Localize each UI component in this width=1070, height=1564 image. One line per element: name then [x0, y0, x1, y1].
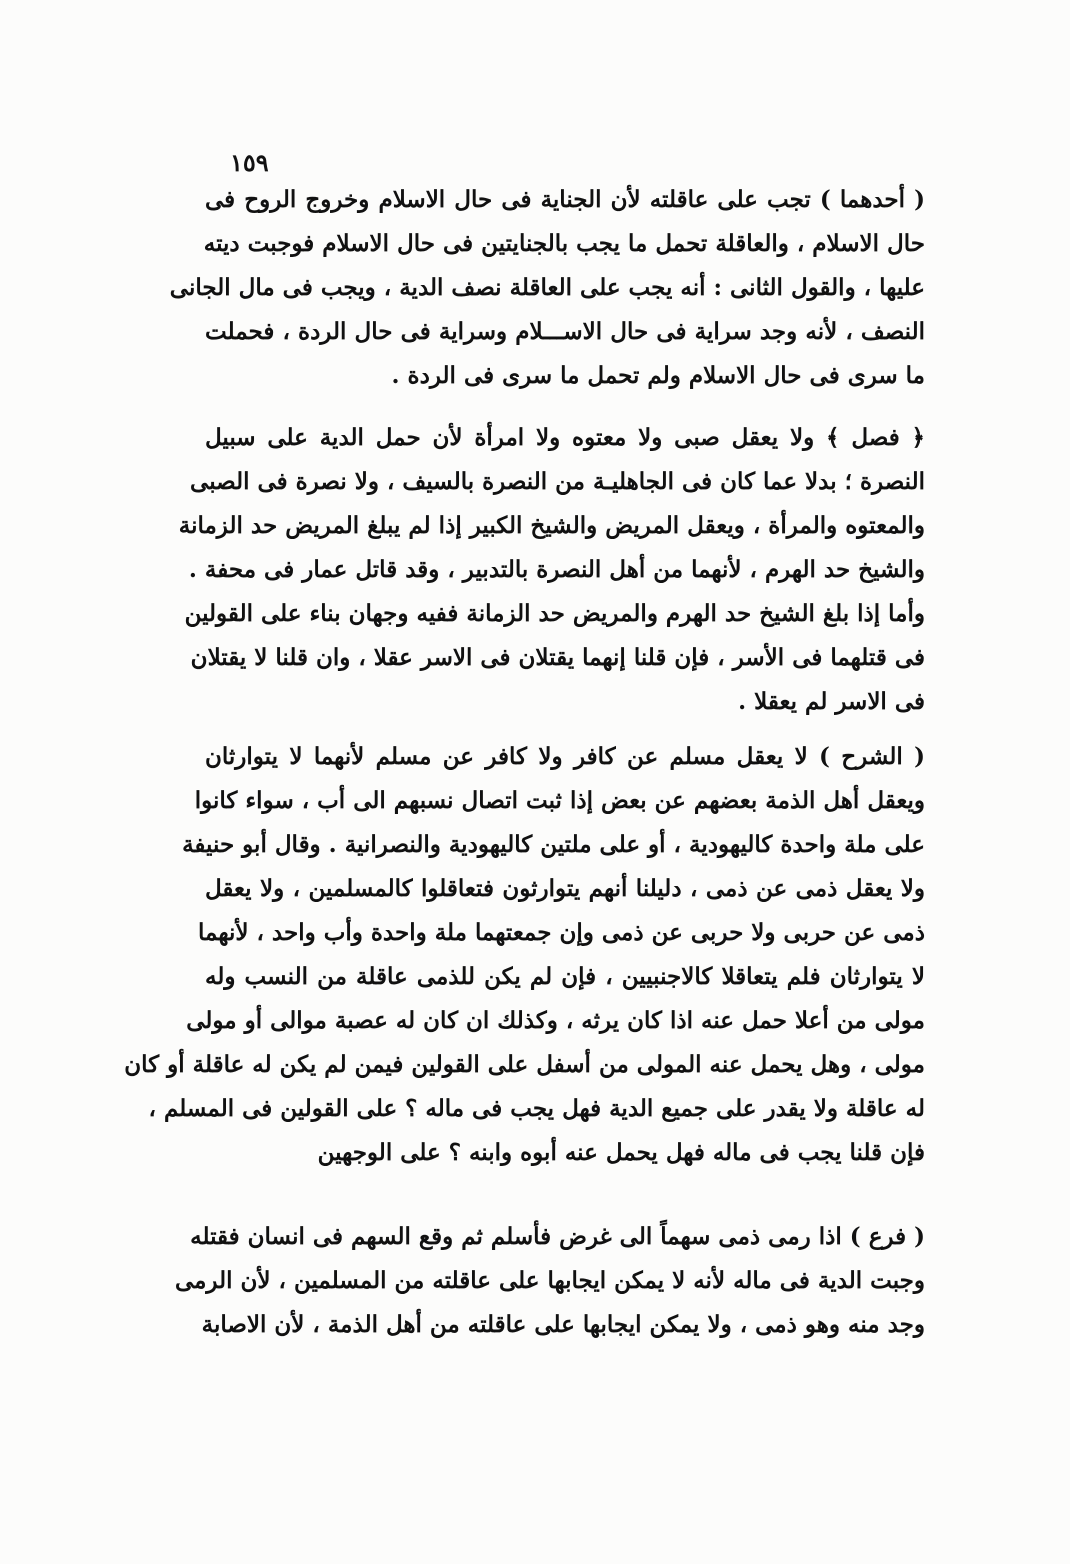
paragraph-3	[124, 735, 925, 1175]
text-line: وجد منه وهو ذمى ، ولا يمكن ايجابها على عاقلته من أهل الذمة ، لأن الاصابة	[201, 1311, 925, 1338]
text-line: النصرة ؛ بدلا عما كان فى الجاهليـة من النصرة بالسيف ، ولا نصرة فى الصبى	[190, 468, 925, 495]
text-line: فإن قلنا يجب فى ماله فهل يحمل عنه أبوه وابنه ؟ على الوجهين	[317, 1139, 925, 1166]
text-line: النصف ، لأنه وجد سراية فى حال الاســـلام وسراية فى حال الردة ، فحملت	[205, 318, 925, 345]
text-line: ويعقل أهل الذمة بعضهم عن بعض إذا ثبت اتصال نسبهم الى أب ، سواء كانوا	[194, 787, 925, 814]
text-line: مولى ، وهل يحمل عنه المولى من أسفل على القولين فيمن لم يكن له عاقلة أو كان	[124, 1051, 925, 1078]
text-line: على ملة واحدة كاليهودية ، أو على ملتين كاليهودية والنصرانية . وقال أبو حنيفة	[182, 831, 925, 858]
text-line: فى الاسر لم يعقلا .	[738, 688, 925, 715]
text-line: ﴿ فصل ﴾ ولا يعقل صبى ولا معتوه ولا امرأة لأن حمل الدية على سبيل	[205, 424, 925, 451]
text-line: حال الاسلام ، والعاقلة تحمل ما يجب بالجنايتين فى حال الاسلام فوجبت ديته	[203, 230, 925, 257]
text-line: ذمى عن حربى ولا حربى عن ذمى وإن جمعتهما ملة واحدة وأب واحد ، لأنهما	[198, 919, 925, 946]
text-line: له عاقلة ولا يقدر على جميع الدية فهل يجب فى ماله ؟ على القولين فى المسلم ،	[148, 1095, 925, 1122]
page-number: ١٥٩	[230, 148, 269, 177]
text-line: لا يتوارثان فلم يتعاقلا كالاجنبيين ، فإن لم يكن للذمى عاقلة من النسب وله	[205, 963, 925, 990]
text-line: ولا يعقل ذمى عن ذمى ، دليلنا أنهم يتوارثون فتعاقلوا كالمسلمين ، ولا يعقل	[205, 875, 925, 902]
text-line: والمعتوه والمرأة ، ويعقل المريض والشيخ الكبير إذا لم يبلغ المريض حد الزمانة	[178, 512, 925, 539]
text-line: مولى من أعلا حمل عنه اذا كان يرثه ، وكذلك ان كان له عصبة موالى أو مولى	[186, 1007, 925, 1034]
text-line: ( فرع ) اذا رمى ذمى سهماً الى غرض فأسلم ثم وقع السهم فى انسان فقتله	[190, 1223, 925, 1250]
text-line: والشيخ حد الهرم ، لأنهما من أهل النصرة بالتدبير ، وقد قاتل عمار فى محفة .	[188, 556, 925, 583]
paragraph-1	[169, 178, 925, 398]
text-line: ( أحدهما ) تجب على عاقلته لأن الجناية فى حال الاسلام وخروج الروح فى	[205, 186, 925, 213]
text-line: وأما إذا بلغ الشيخ حد الهرم والمريض حد الزمانة ففيه وجهان بناء على القولين	[184, 600, 925, 627]
text-line: ما سرى فى حال الاسلام ولم تحمل ما سرى فى الردة .	[391, 362, 925, 389]
text-line: وجبت الدية فى ماله لأنه لا يمكن ايجابها على عاقلته من المسلمين ، لأن الرمى	[174, 1267, 925, 1294]
text-line: عليها ، والقول الثانى : أنه يجب على العاقلة نصف الدية ، ويجب فى مال الجانى	[169, 274, 925, 301]
text-line: ( الشرح ) لا يعقل مسلم عن كافر ولا كافر عن مسلم لأنهما لا يتوارثان	[205, 743, 925, 770]
paragraph-4	[174, 1215, 925, 1347]
paragraph-2	[178, 416, 925, 724]
text-line: فى قتلهما فى الأسر ، فإن قلنا إنهما يقتلان فى الاسر عقلا ، وان قلنا لا يقتلان	[190, 644, 925, 671]
